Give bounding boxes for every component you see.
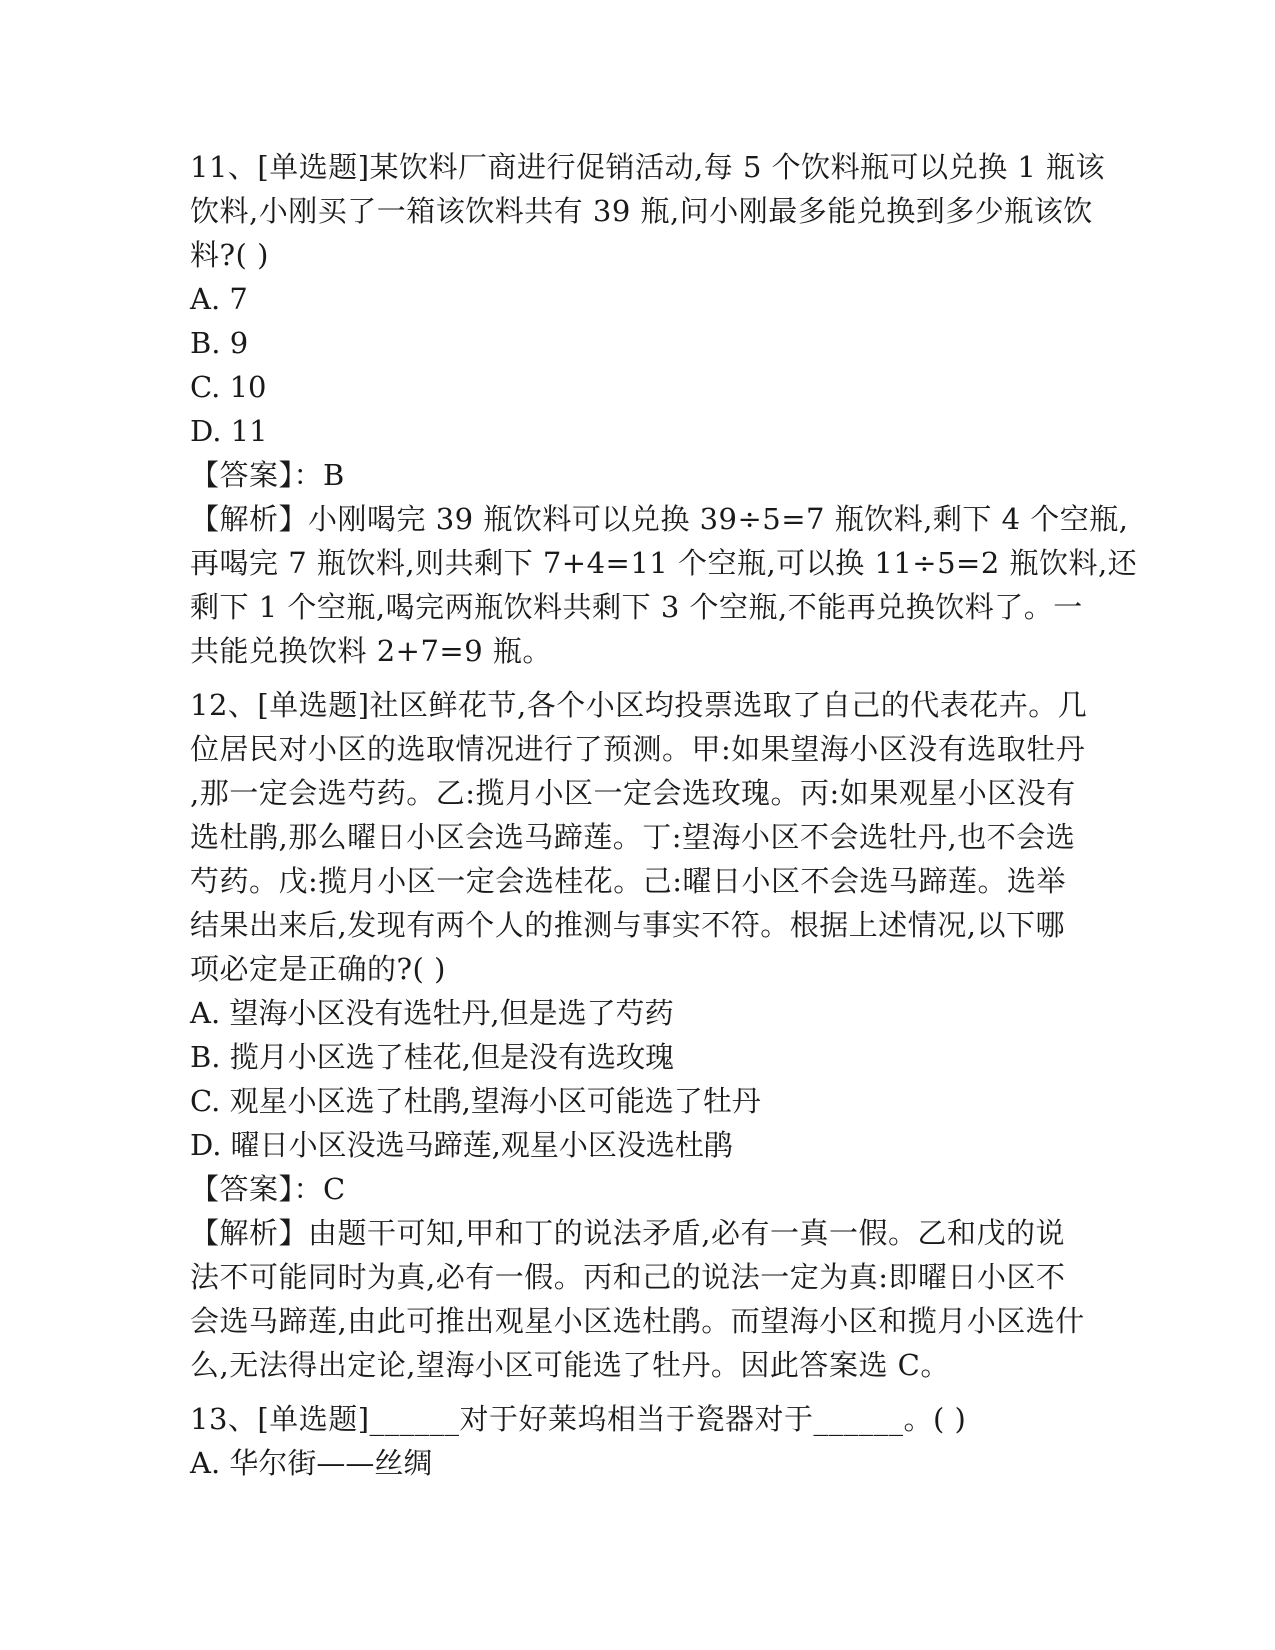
question-stem-line: 11、[单选题]某饮料厂商进行促销活动,每 5 个饮料瓶可以兑换 1 瓶该 (190, 150, 1106, 184)
answer-label: 【答案】： (190, 1172, 324, 1206)
analysis-line: 会选马蹄莲,由此可推出观星小区选杜鹃。而望海小区和揽月小区选什 (190, 1304, 1085, 1338)
question-stem-line: 饮料,小刚买了一箱该饮料共有 39 瓶,问小刚最多能兑换到多少瓶该饮 (190, 194, 1093, 228)
analysis-line: 剩下 1 个空瓶,喝完两瓶饮料共剩下 3 个空瓶,不能再兑换饮料了。一 (190, 590, 1083, 624)
option-d: D. 曜日小区没选马蹄莲,观星小区没选杜鹃 (190, 1128, 733, 1162)
question-stem-line: 芍药。戊:揽月小区一定会选桂花。己:曜日小区不会选马蹄莲。选举 (190, 864, 1067, 898)
question-stem-line: 12、[单选题]社区鲜花节,各个小区均投票选取了自己的代表花卉。几 (190, 688, 1088, 722)
analysis-text: 由题干可知,甲和丁的说法矛盾,必有一真一假。乙和戊的说 (308, 1216, 1065, 1250)
question-stem-line: 13、[单选题]______对于好莱坞相当于瓷器对于______。( ) (190, 1402, 967, 1436)
option-b: B. 揽月小区选了桂花,但是没有选玫瑰 (190, 1040, 674, 1074)
answer-value: C (323, 1172, 346, 1206)
answer-line (190, 1167, 1080, 1211)
answer-label: 【答案】： (190, 458, 324, 492)
analysis-line: 法不可能同时为真,必有一假。丙和己的说法一定为真:即曜日小区不 (190, 1260, 1066, 1294)
option-a: A. 7 (190, 282, 248, 316)
option-b: B. 9 (190, 326, 249, 360)
analysis-line (190, 1211, 1080, 1255)
analysis-label: 【解析】 (190, 502, 309, 536)
answer-value: B (323, 458, 345, 492)
analysis-label: 【解析】 (190, 1216, 309, 1250)
analysis-line: 再喝完 7 瓶饮料,则共剩下 7+4=11 个空瓶,可以换 11÷5=2 瓶饮料,还 (190, 546, 1138, 580)
question-stem-line: 选杜鹃,那么曜日小区会选马蹄莲。丁:望海小区不会选牡丹,也不会选 (190, 820, 1076, 854)
option-c: C. 10 (190, 370, 267, 404)
question-stem-line: 位居民对小区的选取情况进行了预测。甲:如果望海小区没有选取牡丹 (190, 732, 1086, 766)
question-stem-line: 项必定是正确的?( ) (190, 952, 446, 986)
question-13 (190, 1397, 1080, 1485)
question-12 (190, 683, 1088, 1387)
option-c: C. 观星小区选了杜鹃,望海小区可能选了牡丹 (190, 1084, 761, 1118)
question-11 (190, 145, 1138, 673)
option-a: A. 望海小区没有选牡丹,但是选了芍药 (190, 996, 674, 1030)
question-list (190, 145, 1138, 1495)
analysis-text: 小刚喝完 39 瓶饮料可以兑换 39÷5=7 瓶饮料,剩下 4 个空瓶, (308, 502, 1129, 536)
analysis-line: 么,无法得出定论,望海小区可能选了牡丹。因此答案选 C。 (190, 1348, 950, 1382)
option-d: D. 11 (190, 414, 268, 448)
question-stem-line: 结果出来后,发现有两个人的推测与事实不符。根据上述情况,以下哪 (190, 908, 1065, 942)
option-a: A. 华尔街——丝绸 (190, 1446, 433, 1480)
answer-line (190, 453, 1080, 497)
analysis-line: 共能兑换饮料 2+7=9 瓶。 (190, 634, 552, 668)
analysis-line (190, 497, 1129, 541)
question-stem-line: 料?( ) (190, 238, 269, 272)
question-stem-line: ,那一定会选芍药。乙:揽月小区一定会选玫瑰。丙:如果观星小区没有 (190, 776, 1076, 810)
